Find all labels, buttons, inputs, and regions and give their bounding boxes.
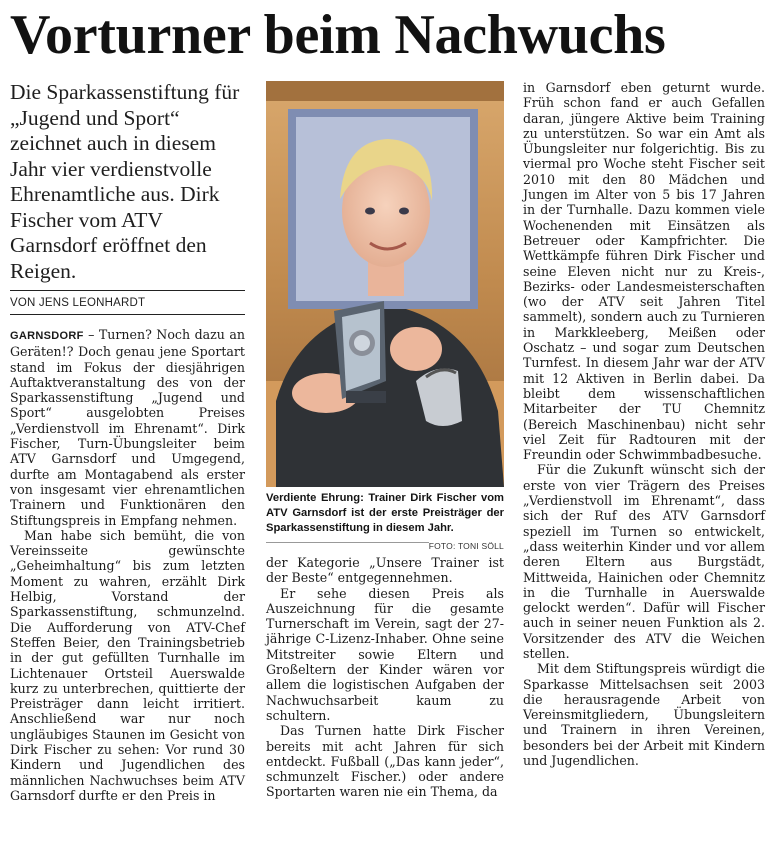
paragraph: Das Turnen hatte Dirk Fischer bereits mit acht Jahren für sich entdeckt. Fußball („Das kann jeder“, schmunzelt Fischer.) oder andere Sportarten waren nie ein Thema, da xyxy=(266,723,504,800)
dateline: GARNSDORF xyxy=(10,330,84,342)
byline: VON JENS LEONHARDT xyxy=(10,297,146,309)
paragraph: Man habe sich bemüht, die von Vereinsseite gewünschte „Geheimhaltung“ bis zum letzten Moment zu wahren, erzählt Dirk Helbig, Vorstand der Sparkassenstiftung, schmunzelnd. Die Aufforderung von ATV-Chef Steffen Beier, den Trainingsbetrieb in der gut gefüllten Turnhalle im Lichtenauer Ortsteil Auerswalde kurz zu unterbrechen, quittierte der Preisträger dann leicht irritiert. Anschließend war nur noch ungläubiges Staunen im Gesicht von Dirk Fischer zu sehen: Vor rund 30 Kindern und Jugendlichen des männlichen Nachwuchses beim ATV Garnsdorf durfte er den Preis in xyxy=(10,527,245,803)
column-3 xyxy=(523,80,765,768)
paragraph xyxy=(10,327,245,528)
paragraph: der Kategorie „Unsere Trainer ist der Beste“ entgegennehmen. xyxy=(266,555,504,586)
column-2 xyxy=(266,81,504,800)
photo-caption xyxy=(266,491,504,551)
paragraph-text: – Turnen? Noch dazu an Geräten!? Doch genau jene Sportart stand im Fokus der diesjährigen Auftaktveranstaltung des von der Sparkassenstiftung „Jugend und Sport“ ausgelobten Preises „Verdienstvoll im Ehrenamt“. Dirk Fischer, Turn-Übungsleiter beim ATV Garnsdorf und Umgegend, durfte am Montagabend als erster von insgesamt vier ehrenamtlichen Trainern und Funktionären den Stiftungspreis in Empfang nehmen. xyxy=(10,327,245,528)
photo xyxy=(266,81,504,487)
headline: Vorturner beim Nachwuchs xyxy=(10,4,666,66)
caption-rule xyxy=(266,542,429,543)
photo-credit: FOTO: TONI SÖLL xyxy=(428,541,504,551)
paragraph: Mit dem Stiftungspreis würdigt die Sparkasse Mittelsachsen seit 2003 die herausragende Arbeit von Vereinsmitgliedern, Übungsleitern und Trainern in ihren Vereinen, besonders bei der Arbeit mit Kindern und Jugendlichen. xyxy=(523,661,765,769)
paragraph: Für die Zukunft wünscht sich der erste von vier Trägern des Preises „Verdienstvoll im Ehrenamt“, dass sich der Ruf des ATV Garnsdorf speziell im Turnen so entwickelt, „dass weiterhin Kinder und vor allem deren Eltern aus Burgstädt, Mittweida, Hainichen oder Chemnitz in die Turnhalle in Auerswalde gelockt werden“. Dafür will Fischer auch in seiner neuen Funktion als 2. Vorsitzender des ATV die Weichen stellen. xyxy=(523,462,765,661)
column-1 xyxy=(10,80,245,803)
photo-caption-text: Verdiente Ehrung: Trainer Dirk Fischer vom ATV Garnsdorf ist der erste Preisträger der Sparkassenstiftung in diesem Jahr. xyxy=(266,492,504,534)
photo-image xyxy=(266,81,504,487)
deck: Die Sparkassenstiftung für „Jugend und Sport“ zeichnet auch in diesem Jahr vier verdienstvolle Ehrenamtliche aus. Dirk Fischer vom ATV Garnsdorf eröffnet den Reigen. xyxy=(10,80,240,283)
paragraph: in Garnsdorf eben geturnt wurde. Früh schon fand er auch Gefallen daran, jüngere Aktive beim Training zu unterstützen. So war ein Amt als Übungsleiter nur folgerichtig. Bis zu viermal pro Woche steht Fischer seit 2010 mit den 80 Mädchen und Jungen im Alter von 5 bis 17 Jahren in der Turnhalle. Dazu kommen viele Wochenenden mit Einsätzen als Betreuer oder Kampfrichter. Die Wettkämpfe führen Dirk Fischer und seine Eleven nicht nur zu Kreis-, Bezirks- oder Landesmeisterschaften (wo der ATV seit Jahren Titel sammelt), sondern auch zu Turnieren in Markkleeberg, Meißen oder Oschatz – und sogar zum Deutschen Turnfest. In diesem Jahr war der ATV mit 12 Aktiven in Berlin dabei. Da bleibt dem wissenschaftlichen Mitarbeiter der TU Chemnitz (Bereich Maschinenbau) nicht sehr viel Zeit für Radtouren mit der Freundin oder Schwimmbadbesuche. xyxy=(523,80,765,463)
byline-rule-bottom xyxy=(10,314,245,315)
paragraph: Er sehe diesen Preis als Auszeichnung für die gesamte Turnerschaft im Verein, sagt der 27-jährige C-Lizenz-Inhaber. Ohne seine Mitstreiter sowie Eltern und Großeltern der Kinder wären vor allem die logistischen Aufgaben der Nachwuchsarbeit kaum zu schultern. xyxy=(266,585,504,723)
